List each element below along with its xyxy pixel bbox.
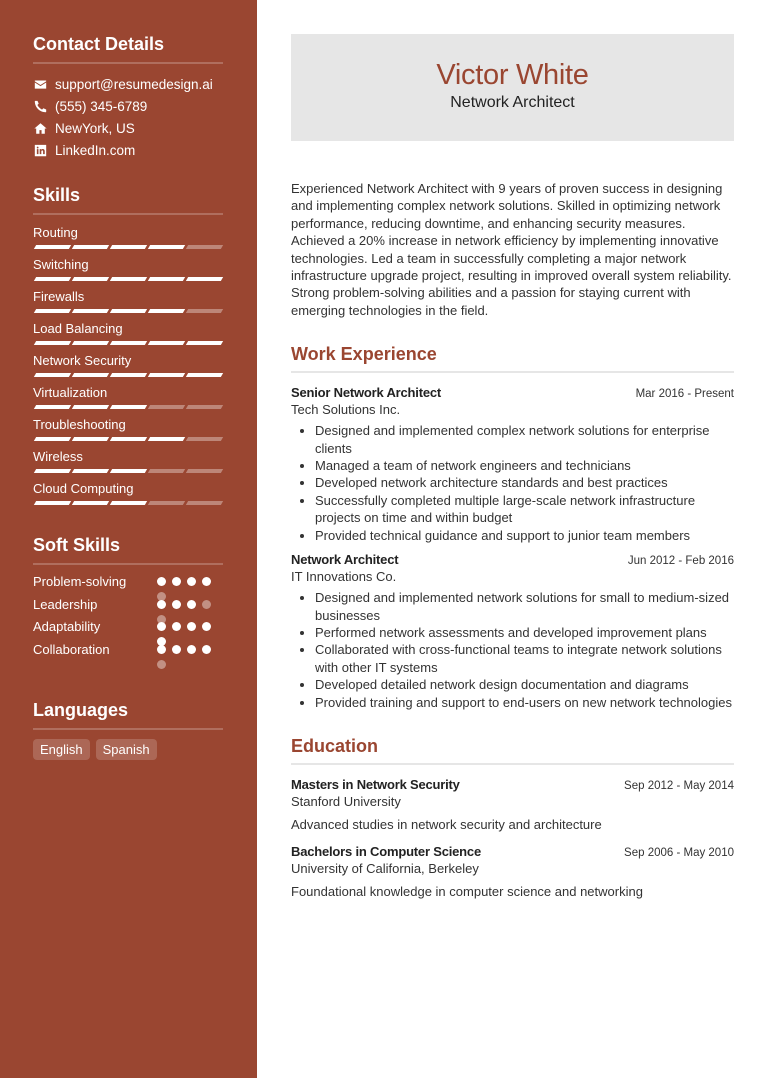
soft-skills-section: [33, 535, 223, 664]
rating-dot: [187, 645, 196, 654]
skill-name: Troubleshooting: [33, 417, 126, 432]
soft-skill-item: [33, 574, 223, 597]
rating-dot: [172, 622, 181, 631]
soft-skill-rating: [157, 574, 213, 590]
skill-rating-segment: [186, 277, 223, 281]
rating-dot: [157, 600, 166, 609]
rating-dot: [202, 645, 211, 654]
rating-dot: [187, 600, 196, 609]
skill-rating-segment: [186, 341, 223, 345]
contact-location: [33, 117, 223, 139]
rating-dot: [202, 600, 211, 609]
job-bullets: [315, 589, 734, 711]
skill-rating-segment: [34, 277, 71, 281]
skills-heading: Skills: [33, 185, 223, 215]
skill-rating-bar: [33, 305, 223, 317]
skill-item: [33, 480, 223, 509]
skill-rating-bar: [33, 465, 223, 477]
rating-dot: [202, 622, 211, 631]
skill-rating-segment: [148, 341, 185, 345]
skill-rating-bar: [33, 273, 223, 285]
job-bullet: • Managed a team of network engineers and technicians: [315, 457, 734, 474]
skill-rating-segment: [34, 309, 71, 313]
skill-rating-bar: [33, 401, 223, 413]
job-bullet: • Designed and implemented complex network solutions for enterprise clients: [315, 422, 734, 457]
education-heading: Education: [291, 736, 734, 765]
job-bullet: • Developed detailed network design documentation and diagrams: [315, 676, 734, 693]
skill-rating-bar: [33, 337, 223, 349]
skill-rating-segment: [186, 373, 223, 377]
skill-rating-segment: [34, 245, 71, 249]
soft-skill-name: Leadership: [33, 596, 98, 612]
soft-skill-item: [33, 597, 223, 620]
skill-rating-segment: [186, 309, 223, 313]
contact-list: [33, 73, 223, 161]
contact-section: [33, 34, 223, 161]
education-entry-header: [291, 777, 734, 792]
soft-skill-name: Adaptability: [33, 619, 101, 634]
job-bullet: • Designed and implemented network solutions for small to medium-sized businesses: [315, 589, 734, 624]
job-title: Network Architect: [291, 552, 399, 568]
languages-section: [33, 700, 223, 760]
skill-rating-segment: [110, 405, 147, 409]
rating-dot: [187, 622, 196, 631]
skill-rating-segment: [34, 405, 71, 409]
rating-dot: [187, 577, 196, 586]
skill-rating-bar: [33, 369, 223, 381]
soft-skill-rating: [157, 619, 213, 635]
education-dates: Sep 2012 - May 2014: [624, 779, 734, 792]
envelope-icon: [33, 77, 47, 91]
skill-item: [33, 416, 223, 445]
skill-rating-segment: [34, 341, 71, 345]
rating-dot: [172, 645, 181, 654]
skill-rating-bar: [33, 241, 223, 253]
main-content: [291, 34, 734, 911]
soft-skills-list: [33, 574, 223, 664]
company-name: Tech Solutions Inc.: [291, 402, 401, 418]
contact-email: [33, 73, 223, 95]
summary: Experienced Network Architect with 9 years of proven success in designing and implementing complex network solutions. Skilled in optimizing network performance, reducing downtime, and enhancing security measures. Achieved a 20% increase in network efficiency by implementing innovative technologies. Led a team in successfully completing a major network infrastructure upgrade project, resulting in improved overall system reliability. Strong problem-solving abilities and a passion for staying current with emerging technologies in the field.: [291, 181, 732, 318]
skill-name: Network Security: [33, 353, 132, 368]
skill-rating-segment: [110, 245, 147, 249]
phone-icon: [33, 99, 47, 113]
education-description: Advanced studies in network security and architecture: [291, 816, 602, 832]
candidate-title: Network Architect: [450, 94, 575, 111]
skill-name: Firewalls: [33, 289, 85, 304]
skill-rating-segment: [110, 277, 147, 281]
work-entry-header: [291, 385, 734, 400]
job-title: Senior Network Architect: [291, 385, 442, 401]
candidate-name: Victor White: [436, 59, 589, 91]
skill-rating-segment: [72, 501, 109, 505]
contact-linkedin: [33, 139, 223, 161]
contact-phone-text[interactable]: (555) 345-6789: [55, 98, 148, 114]
skill-rating-segment: [148, 277, 185, 281]
skill-rating-segment: [110, 469, 147, 473]
skill-rating-segment: [72, 373, 109, 377]
skills-section: [33, 185, 223, 509]
language-tag: English: [33, 739, 90, 760]
skill-rating-segment: [186, 437, 223, 441]
education-section: [291, 736, 734, 899]
job-bullet: • Developed network architecture standards and best practices: [315, 474, 734, 491]
skill-rating-segment: [34, 501, 71, 505]
skill-name: Virtualization: [33, 385, 108, 400]
skill-name: Load Balancing: [33, 321, 123, 336]
work-entry: [291, 552, 734, 711]
rating-dot: [157, 577, 166, 586]
skill-rating-segment: [186, 405, 223, 409]
skill-rating-segment: [110, 373, 147, 377]
skill-rating-segment: [72, 341, 109, 345]
soft-skills-heading: Soft Skills: [33, 535, 223, 565]
skill-rating-bar: [33, 497, 223, 509]
languages-list: [33, 739, 223, 760]
skill-rating-segment: [72, 309, 109, 313]
contact-phone: [33, 95, 223, 117]
job-bullet: • Collaborated with cross-functional teams to integrate network solutions with other IT systems: [315, 641, 734, 676]
school-name: University of California, Berkeley: [291, 860, 479, 876]
home-icon: [33, 121, 47, 135]
skill-rating-segment: [72, 469, 109, 473]
skill-rating-segment: [186, 469, 223, 473]
work-heading: Work Experience: [291, 344, 734, 373]
skills-list: [33, 224, 223, 509]
soft-skill-rating: [157, 597, 213, 613]
skill-rating-segment: [34, 373, 71, 377]
rating-dot: [172, 600, 181, 609]
skill-item: [33, 320, 223, 349]
skill-rating-segment: [110, 437, 147, 441]
skill-item: [33, 448, 223, 477]
skill-rating-segment: [72, 405, 109, 409]
education-list: [291, 777, 734, 899]
education-dates: Sep 2006 - May 2010: [624, 846, 734, 859]
rating-dot: [157, 622, 166, 631]
skill-item: [33, 352, 223, 381]
skill-rating-segment: [186, 501, 223, 505]
work-entry: [291, 385, 734, 544]
skill-rating-segment: [34, 437, 71, 441]
school-name: Stanford University: [291, 793, 401, 809]
rating-dot: [172, 577, 181, 586]
resume-header: [291, 34, 734, 141]
work-entry-header: [291, 552, 734, 567]
skill-rating-segment: [72, 437, 109, 441]
skill-rating-bar: [33, 433, 223, 445]
skill-rating-segment: [110, 501, 147, 505]
work-list: [291, 385, 734, 711]
contact-location-text: NewYork, US: [55, 120, 135, 136]
work-section: [291, 344, 734, 711]
skill-rating-segment: [148, 373, 185, 377]
languages-heading: Languages: [33, 700, 223, 730]
degree: Masters in Network Security: [291, 776, 460, 792]
skill-rating-segment: [148, 501, 185, 505]
contact-email-text[interactable]: support@resumedesign.ai: [55, 76, 213, 92]
contact-heading: Contact Details: [33, 34, 223, 64]
degree: Bachelors in Computer Science: [291, 843, 481, 859]
language-tag: Spanish: [96, 739, 157, 760]
skill-rating-segment: [110, 309, 147, 313]
job-bullet: • Provided technical guidance and support to junior team members: [315, 527, 734, 544]
rating-dot: [157, 645, 166, 654]
sidebar: [0, 0, 257, 1078]
soft-skill-name: Collaboration: [33, 641, 110, 657]
rating-dot: [202, 577, 211, 586]
education-entry: [291, 844, 734, 899]
skill-rating-segment: [34, 469, 71, 473]
skill-rating-segment: [148, 245, 185, 249]
skill-name: Routing: [33, 225, 78, 240]
skill-rating-segment: [148, 309, 185, 313]
skill-rating-segment: [186, 245, 223, 249]
job-bullet: • Performed network assessments and developed improvement plans: [315, 624, 734, 641]
skill-rating-segment: [72, 277, 109, 281]
rating-dot: [157, 660, 166, 669]
contact-linkedin-text[interactable]: LinkedIn.com: [55, 142, 136, 158]
skill-rating-segment: [110, 341, 147, 345]
skill-name: Switching: [33, 257, 89, 272]
company-name: IT Innovations Co.: [291, 569, 397, 585]
job-dates: Jun 2012 - Feb 2016: [627, 555, 734, 568]
education-entry: [291, 777, 734, 832]
skill-item: [33, 288, 223, 317]
skill-rating-segment: [148, 437, 185, 441]
skill-name: Wireless: [33, 449, 83, 464]
job-bullets: [315, 422, 734, 544]
skill-rating-segment: [72, 245, 109, 249]
job-bullet: • Provided training and support to end-users on new network technologies: [315, 694, 734, 711]
soft-skill-item: [33, 642, 223, 665]
skill-item: [33, 224, 223, 253]
education-description: Foundational knowledge in computer science and networking: [291, 883, 643, 899]
job-bullet: • Successfully completed multiple large-scale network infrastructure projects on time and within budget: [315, 492, 734, 527]
soft-skill-rating: [157, 642, 213, 658]
education-entry-header: [291, 844, 734, 859]
soft-skill-item: [33, 619, 223, 642]
job-dates: Mar 2016 - Present: [635, 388, 734, 401]
skill-rating-segment: [148, 405, 185, 409]
skill-rating-segment: [148, 469, 185, 473]
linkedin-icon: [33, 143, 47, 157]
skill-item: [33, 384, 223, 413]
skill-item: [33, 256, 223, 285]
soft-skill-name: Problem-solving: [33, 574, 127, 589]
skill-name: Cloud Computing: [33, 481, 134, 496]
